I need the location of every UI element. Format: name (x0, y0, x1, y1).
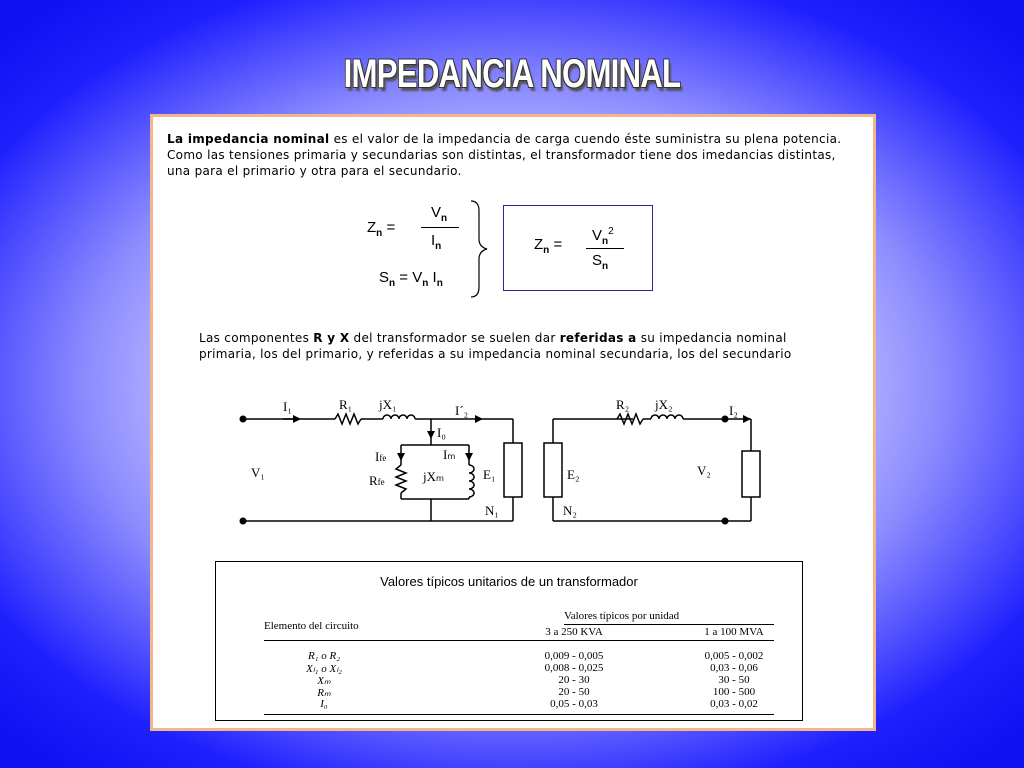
zn-lhs: $Z_n$ = (367, 219, 396, 239)
table-group-header: Valores típicos por unidad (564, 610, 680, 622)
table-row-0-element: R₁ o R₂ (307, 650, 341, 662)
label-I2: I₂ (729, 403, 738, 418)
table-row-3-a: 20 - 50 (558, 686, 590, 698)
box-zn-lhs: $Z_n$ = (534, 236, 563, 256)
table-row-2-element: Xₘ (317, 675, 331, 687)
label-E1: E₁ (483, 467, 496, 482)
table-col2-header: 1 a 100 MVA (704, 626, 764, 638)
table-row-2-b: 30 - 50 (718, 674, 750, 686)
intro-line2: Como las tensiones primaria y secundarias son distintas, el transformador tiene dos imedancias distintas, (167, 148, 836, 162)
intro-line3: una para el primario y otra para el secundario. (167, 164, 462, 178)
box-numerator: $V_n^2$ (592, 226, 614, 247)
table-header-rule (264, 640, 774, 641)
label-I0: I₀ (437, 425, 446, 440)
label-I1prime: I´₂ (455, 403, 469, 418)
table-row-4-b: 0,03 - 0,02 (710, 698, 758, 710)
table-row-4-element: I₀ (320, 698, 328, 710)
box-fraction-bar (586, 248, 624, 249)
table-row-4-a: 0,05 - 0,03 (550, 698, 598, 710)
table-title: Valores típicos unitarios de un transformador (380, 574, 638, 589)
sn-formula: $S_n = V_n$ $I_n$ (379, 269, 443, 289)
typical-values-table (215, 561, 803, 721)
label-jX2: jX₂ (655, 397, 673, 412)
label-jX1: jX₁ (379, 397, 397, 412)
label-E2: E₂ (567, 467, 580, 482)
label-I1: I₁ (283, 399, 292, 414)
table-row-1-a: 0,008 - 0,025 (544, 662, 604, 674)
table-row-2-a: 20 - 30 (558, 674, 590, 686)
table-group-rule (564, 624, 774, 625)
table-row-0-a: 0,009 - 0,005 (544, 650, 604, 662)
intro-paragraph (167, 131, 867, 179)
curly-brace (467, 199, 491, 299)
table-row-1-element: Xₗ₁ o Xₗ₂ (306, 663, 342, 675)
label-V1: V₁ (251, 465, 265, 480)
label-Rfe: Rfe (369, 473, 385, 488)
label-jXm: jXₘ (423, 469, 445, 484)
label-V2: V₂ (697, 463, 711, 478)
table-bottom-rule (264, 714, 774, 715)
table-col1-header: 3 a 250 KVA (545, 626, 603, 638)
zn-numerator: $V_n$ (431, 204, 448, 224)
content-panel (150, 114, 876, 731)
label-N1: N₁ (485, 503, 499, 518)
table-col0-header: Elemento del circuito (264, 620, 359, 632)
intro-line1: es el valor de la impedancia de carga cuendo éste suministra su plena potencia. (329, 132, 842, 146)
table-row-1-b: 0,03 - 0,06 (710, 662, 758, 674)
label-Im: Iₘ (443, 447, 456, 462)
components-paragraph: Las componentes R y X del transformador se suelen dar referidas a su impedancia nominal primaria, los del primario, y referidas a su impedancia nominal secundaria, los del secundario (199, 331, 792, 361)
label-R1: R₁ (339, 397, 353, 412)
intro-bold-term: La impedancia nominal (167, 132, 330, 146)
label-N2: N₂ (563, 503, 577, 518)
equivalent-circuit (233, 389, 793, 549)
zn-fraction-bar (421, 227, 459, 228)
zn-denominator: $I_n$ (431, 232, 442, 252)
label-R2: R₂ (616, 397, 630, 412)
table-row-3-element: Rₘ (317, 687, 331, 699)
table-row-0-b: 0,005 - 0,002 (704, 650, 764, 662)
table-row-3-b: 100 - 500 (712, 686, 756, 698)
nominal-impedance-box (503, 205, 653, 291)
box-denominator: $S_n$ (592, 252, 609, 272)
slide-title: IMPEDANCIA NOMINAL (343, 52, 681, 96)
label-Ife: Ife (375, 449, 387, 464)
